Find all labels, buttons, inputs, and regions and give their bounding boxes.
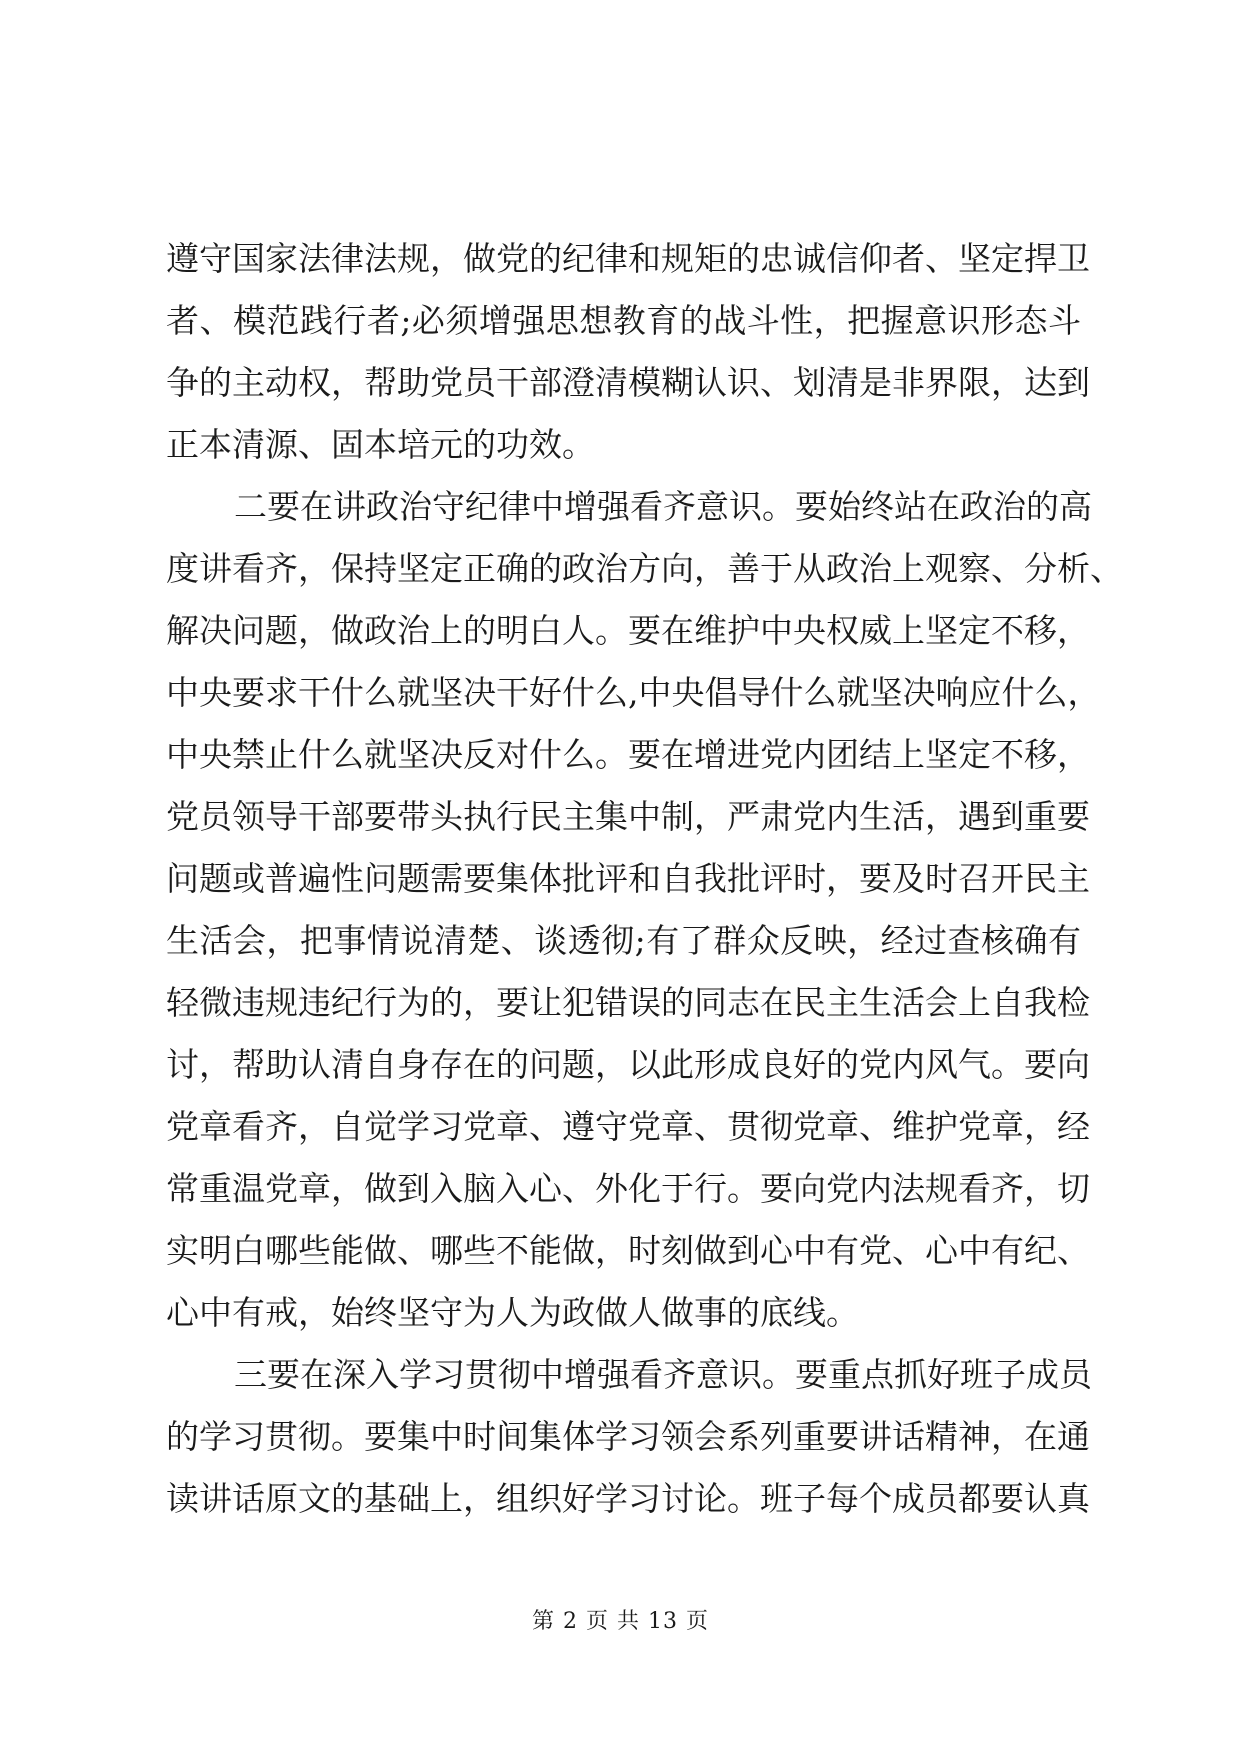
body-text	[166, 228, 1123, 1530]
text-line: 生活会，把事情说清楚、谈透彻;有了群众反映，经过查核确有	[166, 921, 1081, 960]
text-line: 争的主动权，帮助党员干部澄清模糊认识、划清是非界限，达到	[166, 363, 1090, 402]
text-line: 中央禁止什么就坚决反对什么。要在增进党内团结上坚定不移，	[166, 735, 1090, 774]
text-line: 正本清源、固本培元的功效。	[166, 425, 595, 464]
text-line: 解决问题，做政治上的明白人。要在维护中央权威上坚定不移，	[166, 611, 1090, 650]
text-line: 轻微违规违纪行为的，要让犯错误的同志在民主生活会上自我检	[166, 983, 1090, 1022]
text-line: 读讲话原文的基础上，组织好学习讨论。班子每个成员都要认真	[166, 1479, 1090, 1518]
text-line: 讨，帮助认清自身存在的问题，以此形成良好的党内风气。要向	[166, 1045, 1090, 1084]
page-number-footer: 第 2 页 共 13 页	[532, 1609, 709, 1634]
paragraph-first-line: 二要在讲政治守纪律中增强看齐意识。要始终站在政治的高	[234, 487, 1092, 526]
text-line: 常重温党章，做到入脑入心、外化于行。要向党内法规看齐，切	[166, 1169, 1090, 1208]
text-line: 问题或普遍性问题需要集体批评和自我批评时，要及时召开民主	[166, 859, 1090, 898]
text-line: 党章看齐，自觉学习党章、遵守党章、贯彻党章、维护党章，经	[166, 1107, 1090, 1146]
text-line: 度讲看齐，保持坚定正确的政治方向，善于从政治上观察、分析、	[166, 549, 1123, 588]
text-line: 者、模范践行者;必须增强思想教育的战斗性，把握意识形态斗	[166, 301, 1081, 340]
text-line: 遵守国家法律法规，做党的纪律和规矩的忠诚信仰者、坚定捍卫	[166, 239, 1090, 278]
text-line: 实明白哪些能做、哪些不能做，时刻做到心中有党、心中有纪、	[166, 1231, 1090, 1270]
text-line: 的学习贯彻。要集中时间集体学习领会系列重要讲话精神，在通	[166, 1417, 1090, 1456]
text-line: 党员领导干部要带头执行民主集中制，严肃党内生活，遇到重要	[166, 797, 1090, 836]
text-line: 心中有戒，始终坚守为人为政做人做事的底线。	[166, 1293, 859, 1332]
text-line: 中央要求干什么就坚决干好什么,中央倡导什么就坚决响应什么，	[166, 673, 1101, 712]
paragraph-first-line: 三要在深入学习贯彻中增强看齐意识。要重点抓好班子成员	[234, 1355, 1092, 1394]
